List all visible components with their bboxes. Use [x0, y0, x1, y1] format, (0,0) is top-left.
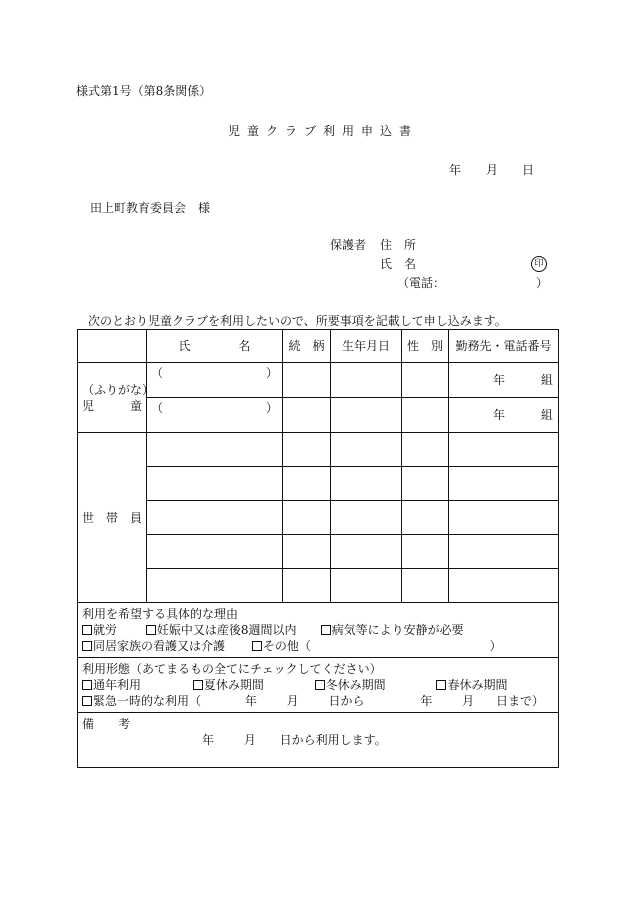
paren-close: ）	[265, 366, 278, 380]
checkbox-icon	[82, 680, 92, 690]
checkbox-icon	[146, 625, 156, 635]
household-gender-cell[interactable]	[402, 535, 449, 569]
usage-from-day: 日から	[328, 694, 365, 708]
header-gender: 性 別	[402, 330, 449, 363]
household-name-cell[interactable]	[147, 535, 283, 569]
child-relation-cell[interactable]	[283, 363, 331, 398]
household-relation-cell[interactable]	[283, 535, 331, 569]
household-gender-cell[interactable]	[402, 501, 449, 535]
household-birthdate-cell[interactable]	[331, 569, 402, 603]
header-name: 氏 名	[147, 330, 283, 363]
header-birthdate: 生年月日	[331, 330, 402, 363]
household-gender-cell[interactable]	[402, 433, 449, 467]
usage-option-winter[interactable]: 冬休み期間	[315, 677, 433, 693]
phone-close: ）	[536, 276, 549, 290]
usage-option-spring[interactable]: 春休み期間	[436, 677, 507, 693]
usage-options-row2	[82, 693, 554, 709]
reason-option-work[interactable]: 就労	[82, 622, 142, 638]
child-birthdate-cell-2[interactable]	[331, 398, 402, 433]
household-birthdate-cell[interactable]	[331, 535, 402, 569]
remarks-row	[78, 713, 559, 768]
checkbox-icon	[321, 625, 331, 635]
header-blank	[78, 330, 147, 363]
household-name-cell[interactable]	[147, 467, 283, 501]
child-furigana-name-cell[interactable]	[147, 363, 283, 398]
household-name-cell[interactable]	[147, 433, 283, 467]
grade-year: 年	[493, 408, 506, 422]
usage-to-day: 日まで）	[495, 694, 544, 708]
household-label: 世 帯 員	[78, 433, 147, 603]
paren-open: （	[151, 366, 164, 380]
child-name-cell[interactable]	[147, 398, 283, 433]
usage-option-yearround[interactable]: 通年利用	[82, 677, 189, 693]
reason-option-pregnancy[interactable]: 妊娠中又は産後8週間以内	[146, 622, 317, 638]
remarks-section[interactable]	[78, 713, 559, 768]
checkbox-icon	[252, 641, 262, 651]
child-birthdate-cell[interactable]	[331, 363, 402, 398]
guardian-label: 保護者	[330, 238, 367, 252]
form-number: 様式第1号（第8条関係）	[76, 84, 212, 98]
date-month: 月	[486, 163, 499, 177]
checkbox-icon	[82, 625, 92, 635]
child-relation-cell-2[interactable]	[283, 398, 331, 433]
household-row	[78, 535, 559, 569]
reason-title: 利用を希望する具体的な理由	[82, 607, 239, 621]
addressee: 田上町教育委員会 様	[90, 201, 211, 215]
usage-from-month: 月	[286, 694, 299, 708]
phone-open: （電話：	[397, 276, 446, 290]
usage-to-year: 年	[420, 694, 433, 708]
paren-open: （	[151, 401, 164, 415]
application-table	[77, 329, 559, 768]
child-label-cell	[78, 363, 155, 433]
household-name-cell[interactable]	[147, 501, 283, 535]
checkbox-icon	[193, 680, 203, 690]
child-gender-cell[interactable]	[402, 363, 449, 398]
address-label: 住 所	[380, 238, 417, 252]
usage-row	[78, 658, 559, 713]
remarks-title: 備 考	[82, 717, 131, 731]
household-relation-cell[interactable]	[283, 433, 331, 467]
household-row	[78, 501, 559, 535]
household-workplace-cell[interactable]	[449, 433, 559, 467]
reason-options-row2	[82, 638, 554, 654]
usage-option-temporary[interactable]: 緊急一時的な利用（	[82, 693, 241, 709]
page-title: 児童クラブ利用申込書	[228, 124, 419, 138]
household-relation-cell[interactable]	[283, 569, 331, 603]
child-gender-cell-2[interactable]	[402, 398, 449, 433]
checkbox-icon	[315, 680, 325, 690]
reason-option-care[interactable]: 同居家族の看護又は介護	[82, 638, 248, 654]
name-label: 氏 名	[380, 257, 417, 271]
remarks-month: 月	[243, 733, 256, 747]
checkbox-icon	[436, 680, 446, 690]
usage-options-row1	[82, 677, 554, 693]
checkbox-icon	[82, 641, 92, 651]
household-row	[78, 433, 559, 467]
remarks-start-line	[82, 732, 554, 748]
paren-close: ）	[265, 401, 278, 415]
remarks-day-text: 日から利用します。	[279, 733, 387, 747]
household-workplace-cell[interactable]	[449, 569, 559, 603]
household-workplace-cell[interactable]	[449, 501, 559, 535]
usage-option-summer[interactable]: 夏休み期間	[193, 677, 311, 693]
remarks-year: 年	[202, 733, 215, 747]
child-furigana-label: （ふりがな）	[82, 382, 155, 397]
usage-title: 利用形態（あてまるもの全てにチェックしてください）	[82, 662, 382, 676]
household-name-cell[interactable]	[147, 569, 283, 603]
usage-from-year: 年	[244, 694, 257, 708]
reason-option-other[interactable]: その他（	[252, 638, 486, 654]
reason-row	[78, 603, 559, 658]
reason-options-row1	[82, 622, 554, 638]
household-row	[78, 467, 559, 501]
grade-class: 組	[540, 408, 553, 422]
reason-section	[78, 603, 559, 658]
child-row-name	[78, 398, 559, 433]
usage-to-month: 月	[462, 694, 475, 708]
seal-mark: 印	[531, 256, 547, 272]
household-gender-cell[interactable]	[402, 569, 449, 603]
usage-section	[78, 658, 559, 713]
household-workplace-cell[interactable]	[449, 535, 559, 569]
child-grade-cell[interactable]	[449, 363, 559, 398]
child-row-furigana	[78, 363, 559, 398]
intro-text: 次のとおり児童クラブを利用したいので、所要事項を記載して申し込みます。	[88, 314, 507, 328]
header-workplace: 勤務先・電話番号	[449, 330, 559, 363]
header-row	[78, 330, 559, 363]
child-label: 児 童	[82, 398, 143, 413]
household-birthdate-cell[interactable]	[331, 501, 402, 535]
date-year: 年	[449, 163, 462, 177]
date-day: 日	[522, 163, 535, 177]
checkbox-icon	[82, 696, 92, 706]
household-workplace-cell[interactable]	[449, 467, 559, 501]
grade-year: 年	[493, 373, 506, 387]
reason-option-illness[interactable]: 病気等により安静が必要	[321, 622, 464, 638]
household-row	[78, 569, 559, 603]
household-birthdate-cell[interactable]	[331, 433, 402, 467]
household-birthdate-cell[interactable]	[331, 467, 402, 501]
reason-other-close: ）	[489, 639, 502, 653]
household-gender-cell[interactable]	[402, 467, 449, 501]
child-grade-cell-2[interactable]	[449, 398, 559, 433]
household-relation-cell[interactable]	[283, 501, 331, 535]
household-relation-cell[interactable]	[283, 467, 331, 501]
header-relation: 続 柄	[283, 330, 331, 363]
grade-class: 組	[540, 373, 553, 387]
